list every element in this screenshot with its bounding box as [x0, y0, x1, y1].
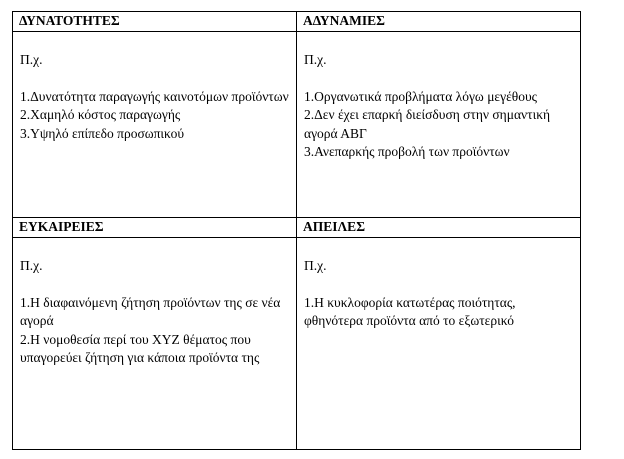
swot-header-row-bottom — [13, 218, 581, 238]
swot-body-row-top — [13, 32, 581, 218]
strengths-example-label: Π.χ. — [20, 52, 43, 67]
swot-header-row-top — [13, 12, 581, 32]
threats-title: ΑΠΕΙΛΕΣ — [297, 218, 581, 238]
weaknesses-item: 2.Δεν έχει επαρκή διείσδυση στην σημαντική αγορά ΑΒΓ — [304, 107, 551, 141]
weaknesses-cell — [297, 32, 581, 218]
opportunities-example-label: Π.χ. — [20, 258, 43, 273]
strengths-title: ΔΥΝΑΤΟΤΗΤΕΣ — [13, 12, 297, 32]
weaknesses-item: 1.Οργανωτικά προβλήματα λόγω μεγέθους — [304, 88, 537, 104]
threats-item: 1.Η κυκλοφορία κατωτέρας ποιότητας, φθηνότερα προϊόντα από το εξωτερικό — [304, 294, 516, 328]
opportunities-item: 2.Η νομοθεσία περί του XYZ θέματος που υπαγορεύει ζήτηση για κάποια προϊόντα της — [20, 331, 260, 365]
opportunities-cell — [13, 238, 297, 450]
opportunities-item: 1.Η διαφαινόμενη ζήτηση προϊόντων της σε νέα αγορά — [20, 294, 281, 328]
swot-table — [12, 11, 581, 450]
swot-body-row-bottom — [13, 238, 581, 450]
threats-cell — [297, 238, 581, 450]
strengths-item: 1.Δυνατότητα παραγωγής καινοτόμων προϊόντων — [20, 88, 289, 104]
weaknesses-example-label: Π.χ. — [304, 52, 327, 67]
strengths-cell — [13, 32, 297, 218]
weaknesses-item: 3.Ανεπαρκής προβολή των προϊόντων — [304, 144, 510, 159]
strengths-item: 2.Χαμηλό κόστος παραγωγής — [20, 107, 181, 122]
opportunities-title: ΕΥΚΑΙΡΕΙΕΣ — [13, 218, 297, 238]
strengths-item: 3.Υψηλό επίπεδο προσωπικού — [20, 125, 184, 141]
weaknesses-title: ΑΔΥΝΑΜΙΕΣ — [297, 12, 581, 32]
threats-example-label: Π.χ. — [304, 258, 327, 273]
